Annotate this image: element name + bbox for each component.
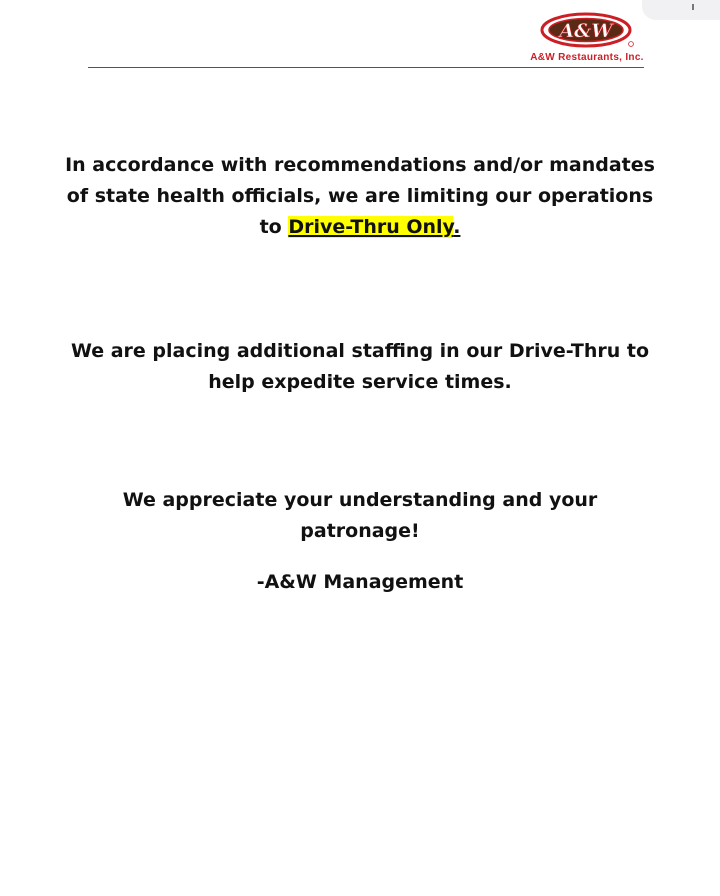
notice-line: of state health officials, we are limiting our operations	[66, 185, 654, 207]
notice-paragraph-operations	[60, 150, 660, 243]
notice-line	[60, 212, 660, 243]
notice-paragraph-appreciation: We appreciate your understanding and your patronage!	[122, 489, 598, 542]
notice-line: In accordance with recommendations and/or mandates	[65, 154, 655, 176]
notice-signature: -A&W Management	[256, 571, 464, 593]
page-corner-tab	[642, 0, 720, 20]
notice-text: to	[259, 216, 289, 238]
header-divider	[88, 67, 644, 68]
drive-thru-only-highlight: Drive-Thru Only	[288, 216, 454, 238]
notice-period: .	[453, 216, 461, 238]
aw-logo-emblem	[540, 12, 636, 48]
company-name: A&W Restaurants, Inc.	[530, 52, 644, 63]
aw-logo-wordmark: A&W	[559, 20, 613, 42]
notice-line: help expedite service times.	[208, 371, 512, 393]
notice-paragraph-staffing	[60, 336, 660, 398]
aw-logo	[528, 12, 648, 68]
notice-line: We are placing additional staffing in our Drive-Thru to	[70, 340, 650, 362]
corner-mark	[692, 4, 694, 10]
